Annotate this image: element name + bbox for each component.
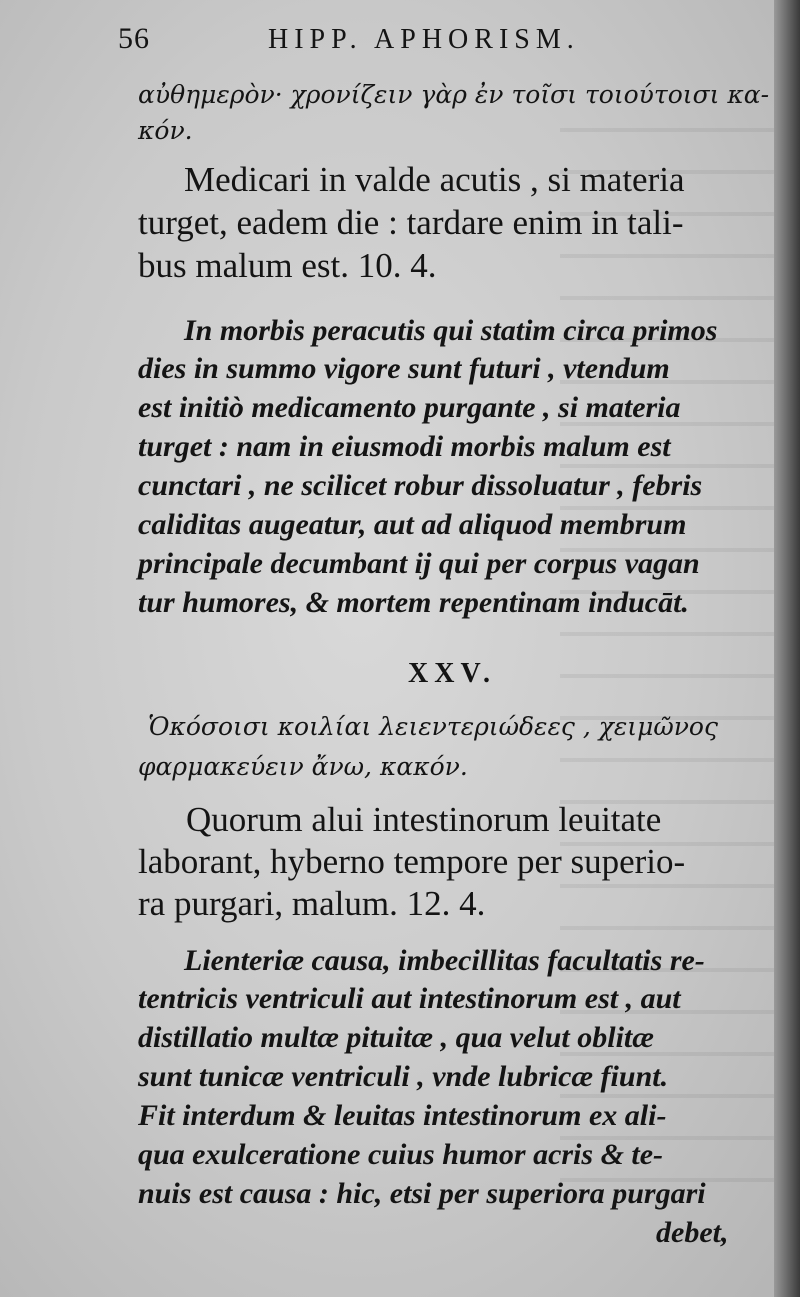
text-line: distillatio multæ pituitæ , qua velut oblitæ — [138, 1021, 654, 1054]
text-line: Ὁκόσοισι κοιλίαι λειεντεριώδεες , χειμῶνος — [148, 712, 718, 741]
text-line: est initiò medicamento purgante , si materia — [138, 391, 681, 424]
text-line: tentricis ventriculi aut intestinorum est , aut — [138, 982, 681, 1015]
text-line: laborant, hyberno tempore per superio- — [138, 842, 686, 881]
text-line: sunt tunicæ ventriculi , vnde lubricæ fiunt. — [138, 1060, 669, 1093]
catchword: debet, — [656, 1216, 729, 1249]
page-gutter-shadow — [774, 0, 800, 1297]
text-line: qua exulceratione cuius humor acris & te- — [138, 1138, 664, 1171]
running-title: HIPP. APHORISM. — [268, 24, 580, 55]
text-line: ra purgari, malum. 12. 4. — [138, 884, 486, 923]
aphorism-number: XXV. — [408, 658, 497, 689]
text-line: Fit interdum & leuitas intestinorum ex ali- — [138, 1099, 667, 1132]
text-line: dies in summo vigore sunt futuri , vtendum — [138, 352, 670, 385]
text-line: αὐθημερὸν· χρονίζειν γὰρ ἐν τοῖσι τοιούτοισι κα- — [138, 80, 770, 109]
text-line: caliditas augeatur, aut ad aliquod membrum — [138, 508, 687, 541]
page-number: 56 — [118, 22, 150, 55]
text-line: cunctari , ne scilicet robur dissoluatur , febris — [138, 469, 703, 502]
text-line: Lienteriæ causa, imbecillitas facultatis re- — [184, 944, 705, 977]
text-line: turget, eadem die : tardare enim in tali- — [138, 203, 684, 242]
text-line: κόν. — [138, 116, 193, 145]
text-line: Medicari in valde acutis , si materia — [184, 160, 685, 199]
page-header — [118, 22, 678, 62]
text-line: bus malum est. 10. 4. — [138, 246, 437, 285]
text-line: Quorum alui intestinorum leuitate — [186, 800, 662, 839]
text-line: principale decumbant ij qui per corpus vagan — [138, 547, 700, 580]
text-line: In morbis peracutis qui statim circa primos — [184, 314, 718, 347]
text-line: tur humores, & mortem repentinam inducāt. — [138, 586, 689, 619]
text-line: turget : nam in eiusmodi morbis malum est — [138, 430, 671, 463]
text-line: φαρμακεύειν ἄνω, κακόν. — [138, 752, 468, 781]
text-line: nuis est causa : hic, etsi per superiora purgari — [138, 1177, 706, 1210]
